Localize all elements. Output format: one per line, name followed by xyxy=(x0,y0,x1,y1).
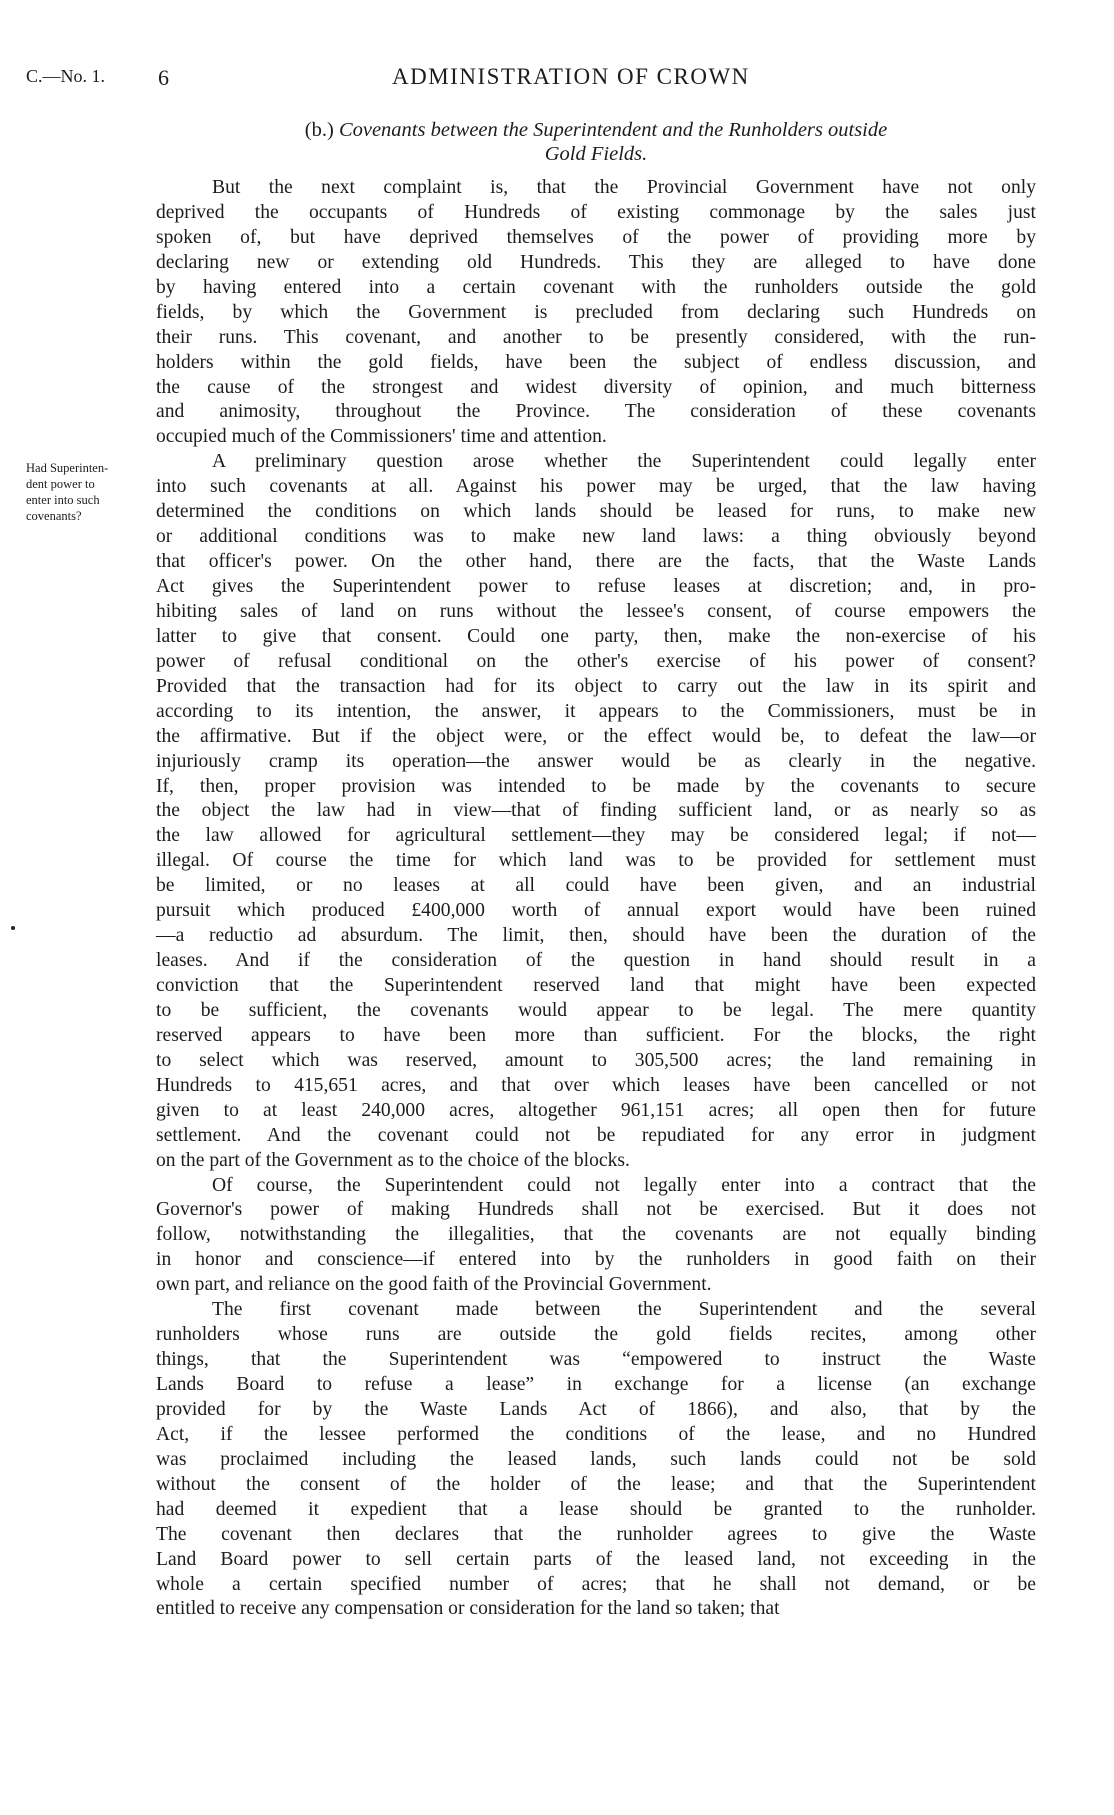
running-title: ADMINISTRATION OF CROWN xyxy=(392,64,750,89)
text-line: to select which was reserved, amount to 305,500 acres; the land remaining in xyxy=(156,1049,1036,1071)
margin-note-line: Had Superinten- xyxy=(26,461,109,475)
text-line: But the next complaint is, that the Provincial Government have not only xyxy=(212,177,1036,198)
text-line: entitled to receive any compensation or consideration for the land so taken; that xyxy=(156,1598,780,1620)
text-line: Lands Board to refuse a lease” in exchange for a license (an exchange xyxy=(156,1374,1036,1395)
text-line: given to at least 240,000 acres, altogether 961,151 acres; all open then for future xyxy=(156,1099,1036,1121)
margin-note xyxy=(26,460,156,524)
text-line: into such covenants at all. Against his power may be urged, that the law having xyxy=(156,476,1036,498)
text-line: had deemed it expedient that a lease should be granted to the runholder. xyxy=(156,1498,1036,1520)
text-line: leases. And if the consideration of the question in hand should result in a xyxy=(156,950,1036,972)
text-line: pursuit which produced £400,000 worth of annual export would have been ruined xyxy=(156,900,1036,922)
text-line: Hundreds to 415,651 acres, and that over which leases have been cancelled or not xyxy=(156,1074,1036,1096)
text-line: determined the conditions on which lands should be leased for runs, to make new xyxy=(156,501,1036,523)
section-title xyxy=(156,118,1036,166)
text-line: fields, by which the Government is precluded from declaring such Hundreds on xyxy=(156,301,1036,323)
text-line: things, that the Superintendent was “empowered to instruct the Waste xyxy=(156,1349,1036,1371)
text-line: The covenant then declares that the runholder agrees to give the Waste xyxy=(156,1523,1036,1545)
text-line: injuriously cramp its operation—the answer would be as clearly in the negative. xyxy=(156,750,1036,772)
text-line: Provided that the transaction had for its object to carry out the law in its spirit and xyxy=(156,675,1036,697)
document-reference: C.—No. 1. xyxy=(26,66,106,86)
text-line: declaring new or extending old Hundreds. This they are alleged to have done xyxy=(156,251,1036,273)
text-line: The first covenant made between the Superintendent and the several xyxy=(212,1299,1036,1321)
text-line: Act, if the lessee performed the conditions of the lease, and no Hundred xyxy=(156,1423,1036,1445)
text-line: in honor and conscience—if entered into by the runholders in good faith on their xyxy=(156,1249,1036,1271)
text-line: on the part of the Government as to the choice of the blocks. xyxy=(156,1149,630,1171)
text-line: conviction that the Superintendent reserved land that might have been expected xyxy=(156,975,1036,996)
text-line: or additional conditions was to make new land laws: a thing obviously beyond xyxy=(156,526,1036,548)
margin-note-line: enter into such xyxy=(26,493,100,507)
text-line: holders within the gold fields, have been the subject of endless discussion, and xyxy=(156,351,1036,373)
text-line: hibiting sales of land on runs without the lessee's consent, of course empowers the xyxy=(156,600,1036,622)
text-line: the law allowed for agricultural settlement—they may be considered legal; if not— xyxy=(156,825,1036,847)
text-line: Of course, the Superintendent could not legally enter into a contract that the xyxy=(212,1174,1036,1196)
text-line: whole a certain specified number of acres; that he shall not demand, or be xyxy=(156,1573,1036,1595)
text-line: by having entered into a certain covenant with the runholders outside the gold xyxy=(156,276,1036,298)
text-line: without the consent of the holder of the lease; and that the Superintendent xyxy=(156,1473,1036,1495)
text-line: according to its intention, the answer, it appears to the Commissioners, must be in xyxy=(156,700,1036,722)
text-line: spoken of, but have deprived themselves of the power of providing more by xyxy=(156,226,1036,248)
section-label: (b.) xyxy=(304,119,334,141)
text-line: runholders whose runs are outside the gold fields recites, among other xyxy=(156,1324,1036,1346)
text-line: the object the law had in view—that of finding sufficient land, or as nearly so as xyxy=(156,800,1036,822)
text-line: the affirmative. But if the object were, or the effect would be, to defeat the law—or xyxy=(156,725,1036,747)
text-line: Land Board power to sell certain parts of the leased land, not exceeding in the xyxy=(156,1548,1036,1570)
text-line: the cause of the strongest and widest diversity of opinion, and much bitterness xyxy=(156,376,1036,398)
section-title-line-1 xyxy=(156,118,1036,142)
section-title-line-2: Gold Fields. xyxy=(544,143,648,165)
section-title-text: Covenants between the Superintendent and the Runholders outside xyxy=(338,119,888,141)
text-line: settlement. And the covenant could not be repudiated for any error in judgment xyxy=(156,1124,1036,1146)
text-line: follow, notwithstanding the illegalities, that the covenants are not equally binding xyxy=(156,1224,1036,1246)
text-line: provided for by the Waste Lands Act of 1866), and also, that by the xyxy=(156,1398,1036,1420)
text-line: If, then, proper provision was intended to be made by the covenants to secure xyxy=(156,775,1036,797)
text-line: A preliminary question arose whether the Superintendent could legally enter xyxy=(212,451,1036,473)
text-line: latter to give that consent. Could one party, then, make the non-exercise of his xyxy=(156,625,1036,647)
text-line: —a reductio ad absurdum. The limit, then, should have been the duration of the xyxy=(156,925,1036,947)
text-line: occupied much of the Commissioners' time and attention. xyxy=(156,426,607,448)
margin-note-line: dent power to xyxy=(26,477,95,491)
text-line: be limited, or no leases at all could have been given, and an industrial xyxy=(156,875,1036,897)
text-line: to be sufficient, the covenants would appear to be legal. The mere quantity xyxy=(156,999,1036,1021)
body-text xyxy=(156,176,1036,1622)
text-line: their runs. This covenant, and another to be presently considered, with the run- xyxy=(156,326,1036,348)
text-line: deprived the occupants of Hundreds of existing commonage by the sales just xyxy=(156,201,1036,223)
text-line: own part, and reliance on the good faith of the Provincial Government. xyxy=(156,1274,712,1296)
page-header xyxy=(0,66,1114,94)
page-number: 6 xyxy=(158,65,169,90)
text-line: that officer's power. On the other hand, there are the facts, that the Waste Lands xyxy=(156,551,1036,573)
stray-mark xyxy=(11,926,15,930)
text-line: Act gives the Superintendent power to refuse leases at discretion; and, in pro- xyxy=(156,576,1036,597)
text-line: and animosity, throughout the Province. The consideration of these covenants xyxy=(156,401,1036,423)
text-line: power of refusal conditional on the other's exercise of his power of consent? xyxy=(156,650,1036,672)
text-line: Governor's power of making Hundreds shall not be exercised. But it does not xyxy=(156,1199,1036,1221)
text-line: reserved appears to have been more than sufficient. For the blocks, the right xyxy=(156,1024,1036,1046)
margin-note-line: covenants? xyxy=(26,509,82,523)
text-line: illegal. Of course the time for which land was to be provided for settlement must xyxy=(156,850,1036,872)
text-line: was proclaimed including the leased lands, such lands could not be sold xyxy=(156,1448,1036,1470)
